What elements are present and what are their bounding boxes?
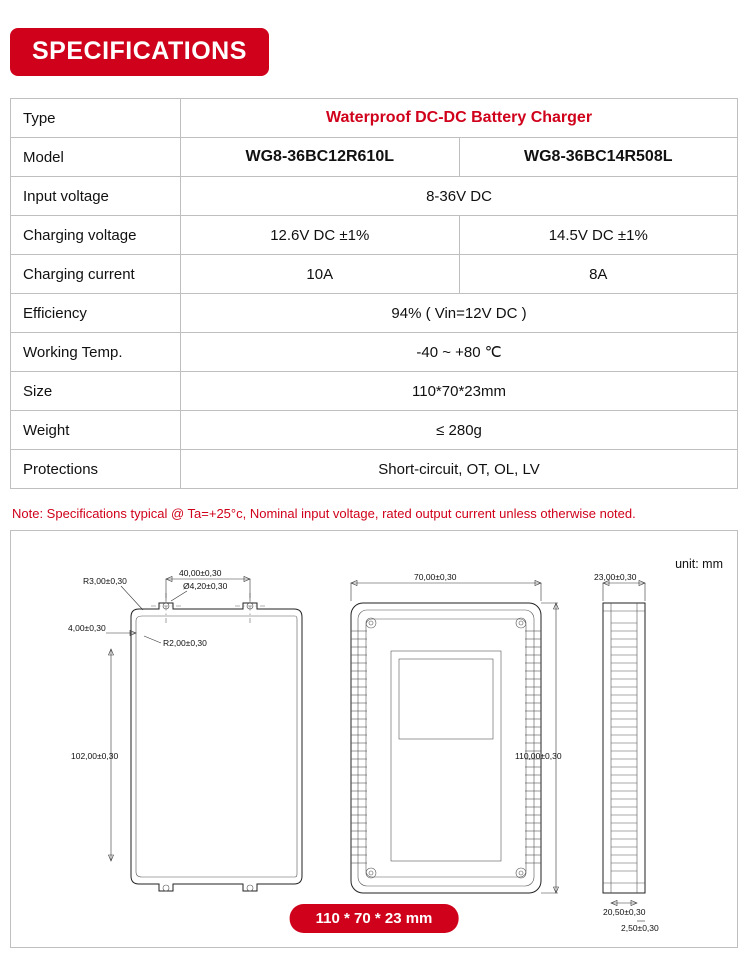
- page-title: SPECIFICATIONS: [10, 28, 269, 76]
- left-plate-view: [68, 568, 302, 891]
- unit-label: unit: mm: [675, 557, 723, 571]
- technical-drawing-svg: [11, 531, 737, 947]
- row-value: 94% ( Vin=12V DC ): [181, 294, 738, 333]
- dim-r2: R2,00±0,30: [163, 638, 207, 648]
- row-value-a: 12.6V DC ±1%: [181, 216, 460, 255]
- row-label: Protections: [11, 450, 181, 489]
- dim-4: 4,00±0,30: [68, 623, 106, 633]
- table-row: [11, 411, 738, 450]
- row-label: Working Temp.: [11, 333, 181, 372]
- row-value: 8-36V DC: [181, 177, 738, 216]
- row-value-b: 8A: [459, 255, 738, 294]
- row-value-a: WG8-36BC12R610L: [181, 138, 460, 177]
- table-row: [11, 372, 738, 411]
- table-row: [11, 138, 738, 177]
- row-value: Short-circuit, OT, OL, LV: [181, 450, 738, 489]
- table-row: [11, 216, 738, 255]
- table-row: [11, 333, 738, 372]
- dim-70: 70,00±0,30: [414, 572, 457, 582]
- table-row: [11, 255, 738, 294]
- row-value-a: 10A: [181, 255, 460, 294]
- row-label: Model: [11, 138, 181, 177]
- row-label: Size: [11, 372, 181, 411]
- row-value: ≤ 280g: [181, 411, 738, 450]
- dim-110: 110,00±0,30: [515, 751, 562, 761]
- row-label: Charging voltage: [11, 216, 181, 255]
- row-label: Input voltage: [11, 177, 181, 216]
- dim-hole-dia: Ø4,20±0,30: [183, 581, 228, 591]
- specifications-note: Note: Specifications typical @ Ta=+25°c, Nominal input voltage, rated output current unless otherwise noted.: [12, 506, 636, 521]
- row-label: Charging current: [11, 255, 181, 294]
- specifications-table: [10, 98, 738, 489]
- table-row: [11, 294, 738, 333]
- row-label: Type: [11, 99, 181, 138]
- row-value-b: 14.5V DC ±1%: [459, 216, 738, 255]
- row-value-b: WG8-36BC14R508L: [459, 138, 738, 177]
- row-value: Waterproof DC-DC Battery Charger: [181, 99, 738, 138]
- dimension-badge: 110 * 70 * 23 mm: [290, 904, 459, 933]
- middle-top-view: [351, 572, 562, 893]
- dim-2050: 20,50±0,30: [603, 907, 646, 917]
- row-value: 110*70*23mm: [181, 372, 738, 411]
- dim-102: 102,00±0,30: [71, 751, 119, 761]
- mechanical-drawing-panel: [10, 530, 738, 948]
- row-value: -40 ~ +80 ℃: [181, 333, 738, 372]
- dim-r3: R3,00±0,30: [83, 576, 127, 586]
- table-row: [11, 177, 738, 216]
- table-row: [11, 99, 738, 138]
- dim-250: 2,50±0,30: [621, 923, 659, 933]
- table-row: [11, 450, 738, 489]
- row-label: Efficiency: [11, 294, 181, 333]
- dim-40: 40,00±0,30: [179, 568, 222, 578]
- right-side-view: [594, 572, 659, 933]
- dim-23: 23,00±0,30: [594, 572, 637, 582]
- row-label: Weight: [11, 411, 181, 450]
